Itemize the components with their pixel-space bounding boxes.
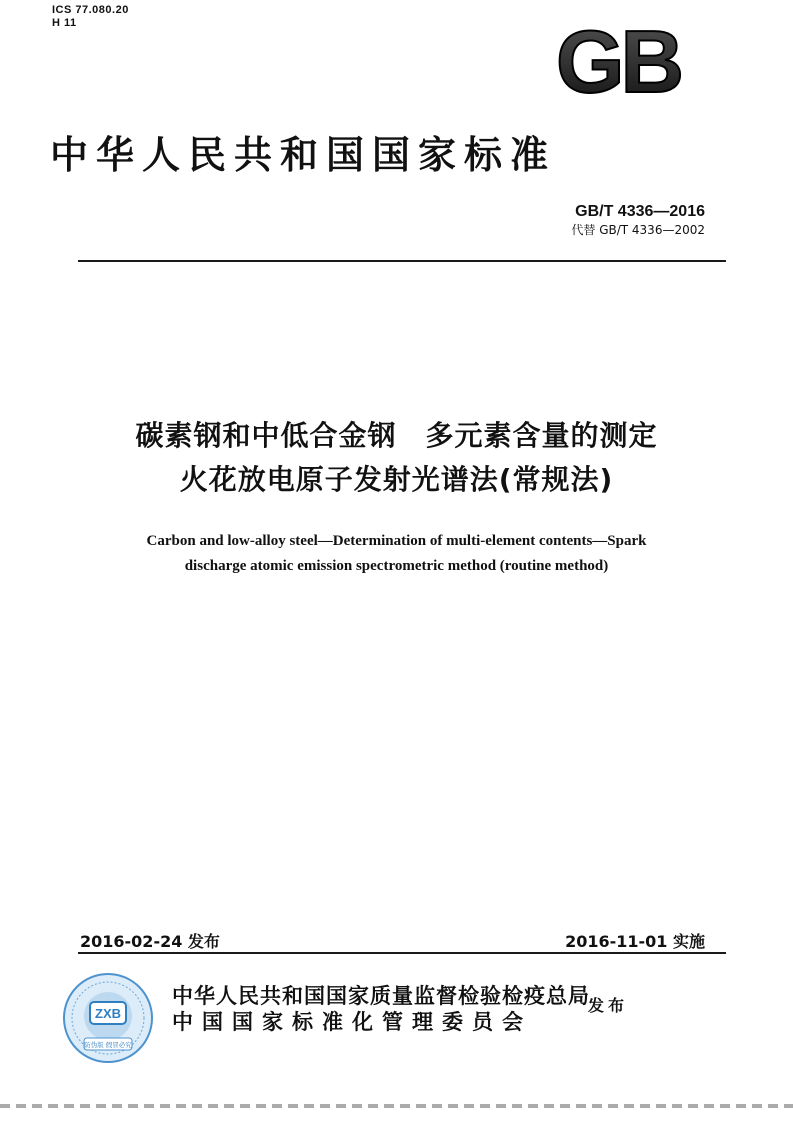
standard-number: GB/T 4336—2016 bbox=[575, 203, 705, 220]
gb-logo-text: GB bbox=[556, 20, 680, 106]
chinese-title-line-1: 碳素钢和中低合金钢 多元素含量的测定 bbox=[135, 419, 658, 452]
anti-counterfeit-seal bbox=[62, 972, 154, 1064]
scan-edge-artifact bbox=[0, 1104, 793, 1108]
classification-codes bbox=[52, 4, 129, 30]
english-title-line-1: Carbon and low-alloy steel—Determination of multi-element contents—Spark bbox=[146, 533, 647, 549]
publish-label: 发布 bbox=[588, 996, 629, 1015]
issuer-aqsiq: 中华人民共和国国家质量监督检验检疫总局 bbox=[172, 983, 590, 1008]
chinese-title-line-2: 火花放电原子发射光谱法(常规法) bbox=[179, 463, 614, 496]
issuer-sac: 中国国家标准化管理委员会 bbox=[172, 1009, 532, 1034]
national-standard-title: 中华人民共和国国家标准 bbox=[50, 132, 557, 177]
ccs-code: H 11 bbox=[52, 17, 77, 29]
bottom-divider bbox=[78, 952, 726, 954]
issue-date: 2016-02-24 发布 bbox=[80, 932, 220, 951]
english-title-line-2: discharge atomic emission spectrometric method (routine method) bbox=[184, 558, 609, 574]
top-divider bbox=[78, 260, 726, 262]
replaces-standard: 代替 GB/T 4336—2002 bbox=[571, 223, 705, 237]
seal-logo-text: ZXB bbox=[95, 1006, 121, 1021]
seal-bottom-text: 防伪版 假冒必究 bbox=[84, 1041, 132, 1049]
gb-logo bbox=[528, 20, 708, 106]
ics-code: ICS 77.080.20 bbox=[52, 4, 129, 16]
implementation-date: 2016-11-01 实施 bbox=[565, 932, 705, 951]
